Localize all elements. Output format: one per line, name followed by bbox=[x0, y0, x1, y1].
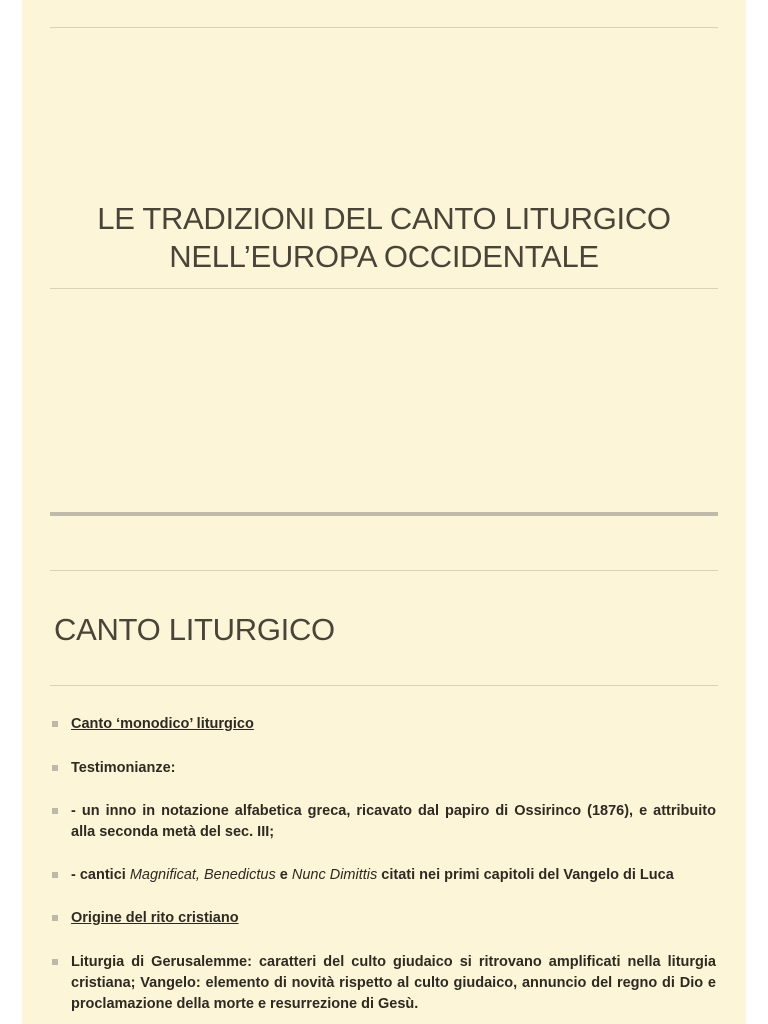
square-bullet-icon bbox=[52, 915, 58, 921]
bullet-text-italic: Magnificat, Benedictus bbox=[129, 867, 276, 883]
square-bullet-icon bbox=[52, 959, 58, 965]
bullet-text: Canto ‘monodico’ liturgico bbox=[71, 716, 254, 732]
bullet-item bbox=[52, 801, 716, 843]
title-divider bbox=[50, 288, 718, 289]
bullet-list bbox=[52, 714, 716, 1015]
bullet-text-prefix: - cantici bbox=[71, 867, 130, 883]
bullet-text-suffix: citati nei primi capitoli del Vangelo di Luca bbox=[377, 867, 674, 883]
bullet-item bbox=[52, 908, 716, 929]
bullet-text: Testimonianze: bbox=[71, 760, 176, 776]
bullet-text: Origine del rito cristiano bbox=[71, 910, 239, 926]
slide-separator bbox=[50, 512, 718, 516]
bullet-item bbox=[52, 952, 716, 1015]
slide2-title: CANTO LITURGICO bbox=[54, 612, 335, 647]
slide2-title-divider bbox=[50, 685, 718, 686]
slide1-title-line1: LE TRADIZIONI DEL CANTO LITURGICO bbox=[97, 201, 671, 236]
bullet-text: Liturgia di Gerusalemme: caratteri del culto giudaico si ritrovano amplificati nella liturgia cristiana; Vangelo: elemento di novità rispetto al culto giudaico, annuncio del regno di Dio e proclamazione della morte e resurrezione di Gesù. bbox=[71, 954, 716, 1012]
slide1-title bbox=[50, 200, 718, 276]
bullet-text: - un inno in notazione alfabetica greca, ricavato dal papiro di Ossirinco (1876), e attribuito alla seconda metà del sec. III; bbox=[71, 803, 716, 840]
square-bullet-icon bbox=[52, 721, 58, 727]
slide1-title-line2: NELL’EUROPA OCCIDENTALE bbox=[169, 239, 599, 274]
bullet-item bbox=[52, 714, 716, 735]
bullet-item bbox=[52, 865, 716, 886]
slide2-top-divider bbox=[50, 570, 718, 571]
top-divider bbox=[50, 27, 718, 28]
bullet-text-mid: e bbox=[275, 867, 292, 883]
square-bullet-icon bbox=[52, 765, 58, 771]
bullet-text-italic: Nunc Dimittis bbox=[291, 867, 378, 883]
square-bullet-icon bbox=[52, 872, 58, 878]
document-page bbox=[22, 0, 746, 1024]
square-bullet-icon bbox=[52, 808, 58, 814]
bullet-item bbox=[52, 758, 716, 779]
